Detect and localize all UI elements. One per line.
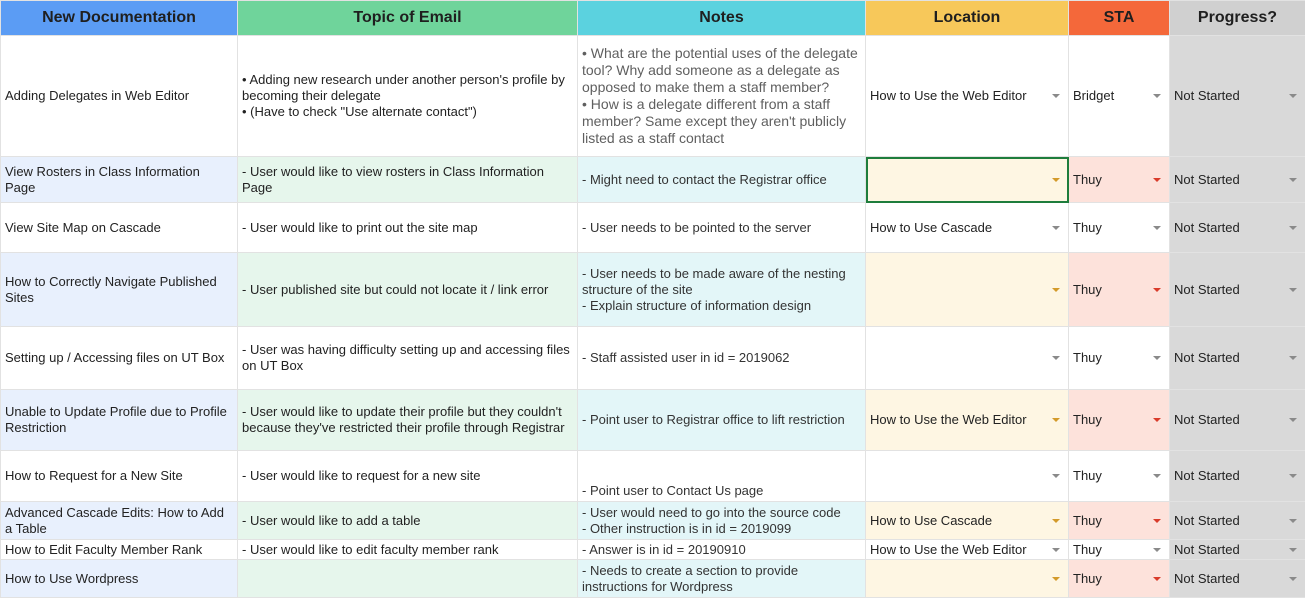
cell-topic[interactable]: • Adding new research under another person's profile by becoming their delegate • (Have to check "Use alternate contact") [238, 36, 578, 157]
location-value: How to Use Cascade [870, 512, 993, 528]
sta-value: Thuy [1073, 350, 1102, 365]
chevron-down-icon [1289, 94, 1297, 98]
chevron-down-icon [1052, 178, 1060, 182]
table-row [1, 157, 1305, 203]
cell-new-documentation[interactable]: Unable to Update Profile due to Profile Restriction [1, 390, 238, 451]
chevron-down-icon [1153, 94, 1161, 98]
header-new-documentation[interactable]: New Documentation [1, 1, 238, 36]
chevron-down-icon [1289, 548, 1297, 552]
cell-topic[interactable]: - User would like to print out the site map [238, 203, 578, 253]
cell-new-documentation[interactable]: Setting up / Accessing files on UT Box [1, 327, 238, 390]
chevron-down-icon [1153, 577, 1161, 581]
chevron-down-icon [1052, 474, 1060, 478]
table-row [1, 540, 1305, 560]
chevron-down-icon [1289, 519, 1297, 523]
cell-notes[interactable]: - Staff assisted user in id = 2019062 [578, 327, 866, 390]
chevron-down-icon [1052, 418, 1060, 422]
cell-new-documentation[interactable]: How to Request for a New Site [1, 451, 238, 502]
location-dropdown[interactable] [866, 390, 1069, 451]
location-dropdown[interactable] [866, 327, 1069, 390]
location-dropdown[interactable] [866, 253, 1069, 327]
cell-notes[interactable]: - Point user to Registrar office to lift restriction [578, 390, 866, 451]
progress-dropdown[interactable] [1170, 203, 1305, 253]
sta-dropdown[interactable] [1069, 327, 1170, 390]
cell-topic[interactable]: - User would like to edit faculty member rank [238, 540, 578, 560]
cell-notes[interactable]: - User needs to be pointed to the server [578, 203, 866, 253]
sta-dropdown[interactable] [1069, 451, 1170, 502]
chevron-down-icon [1153, 474, 1161, 478]
chevron-down-icon [1289, 418, 1297, 422]
chevron-down-icon [1052, 548, 1060, 552]
location-value: How to Use the Web Editor [870, 88, 1027, 103]
chevron-down-icon [1289, 356, 1297, 360]
chevron-down-icon [1052, 577, 1060, 581]
sta-dropdown[interactable] [1069, 157, 1170, 203]
progress-dropdown[interactable] [1170, 502, 1305, 540]
sta-dropdown[interactable] [1069, 390, 1170, 451]
progress-value: Not Started [1174, 171, 1240, 187]
cell-notes[interactable]: - Point user to Contact Us page [578, 451, 866, 502]
table-row [1, 451, 1305, 502]
chevron-down-icon [1153, 548, 1161, 552]
progress-dropdown[interactable] [1170, 36, 1305, 157]
progress-dropdown[interactable] [1170, 540, 1305, 560]
cell-topic[interactable]: - User would like to request for a new site [238, 451, 578, 502]
cell-notes[interactable]: • What are the potential uses of the delegate tool? Why add someone as a delegate as opposed to make them a staff member? • How is a delegate different from a staff member? Same except they aren't publicly listed as a staff contact [578, 36, 866, 157]
header-row [1, 1, 1305, 36]
sta-dropdown[interactable] [1069, 203, 1170, 253]
table-row [1, 560, 1305, 598]
table-row [1, 36, 1305, 157]
sta-value: Thuy [1073, 570, 1102, 586]
table-row [1, 502, 1305, 540]
progress-value: Not Started [1174, 468, 1240, 483]
cell-topic[interactable]: - User would like to update their profile but they couldn't because they've restricted their profile through Registrar [238, 390, 578, 451]
location-dropdown[interactable] [866, 36, 1069, 157]
sta-value: Thuy [1073, 541, 1102, 557]
progress-value: Not Started [1174, 512, 1240, 528]
cell-topic[interactable]: - User would like to view rosters in Class Information Page [238, 157, 578, 203]
chevron-down-icon [1153, 226, 1161, 230]
chevron-down-icon [1289, 474, 1297, 478]
cell-new-documentation[interactable]: How to Correctly Navigate Published Sites [1, 253, 238, 327]
header-notes[interactable]: Notes [578, 1, 866, 36]
cell-topic[interactable]: - User would like to add a table [238, 502, 578, 540]
location-dropdown[interactable] [866, 502, 1069, 540]
progress-dropdown[interactable] [1170, 451, 1305, 502]
location-dropdown[interactable] [866, 451, 1069, 502]
progress-dropdown[interactable] [1170, 157, 1305, 203]
chevron-down-icon [1052, 94, 1060, 98]
sta-value: Thuy [1073, 512, 1102, 528]
sta-value: Thuy [1073, 468, 1102, 483]
chevron-down-icon [1153, 519, 1161, 523]
table-row [1, 327, 1305, 390]
progress-dropdown[interactable] [1170, 390, 1305, 451]
sta-dropdown[interactable] [1069, 560, 1170, 598]
cell-topic[interactable]: - User published site but could not locate it / link error [238, 253, 578, 327]
cell-notes[interactable]: - Answer is in id = 20190910 [578, 540, 866, 560]
cell-new-documentation[interactable]: How to Use Wordpress [1, 560, 238, 598]
chevron-down-icon [1289, 577, 1297, 581]
cell-new-documentation[interactable]: Adding Delegates in Web Editor [1, 36, 238, 157]
progress-value: Not Started [1174, 412, 1240, 427]
cell-new-documentation[interactable]: Advanced Cascade Edits: How to Add a Table [1, 502, 238, 540]
chevron-down-icon [1052, 519, 1060, 523]
header-sta[interactable]: STA [1069, 1, 1170, 36]
cell-notes[interactable]: - Might need to contact the Registrar office [578, 157, 866, 203]
chevron-down-icon [1052, 288, 1060, 292]
cell-notes[interactable]: - User would need to go into the source code - Other instruction is in id = 2019099 [578, 502, 866, 540]
chevron-down-icon [1153, 418, 1161, 422]
header-location[interactable]: Location [866, 1, 1069, 36]
header-progress[interactable]: Progress? [1170, 1, 1305, 36]
progress-dropdown[interactable] [1170, 327, 1305, 390]
chevron-down-icon [1289, 288, 1297, 292]
progress-dropdown[interactable] [1170, 253, 1305, 327]
chevron-down-icon [1052, 356, 1060, 360]
chevron-down-icon [1153, 288, 1161, 292]
sta-dropdown[interactable] [1069, 253, 1170, 327]
cell-topic[interactable] [238, 560, 578, 598]
chevron-down-icon [1289, 226, 1297, 230]
location-value: How to Use the Web Editor [870, 541, 1027, 557]
sta-dropdown[interactable] [1069, 502, 1170, 540]
chevron-down-icon [1289, 178, 1297, 182]
sta-value: Bridget [1073, 88, 1115, 103]
progress-value: Not Started [1174, 570, 1240, 586]
chevron-down-icon [1052, 226, 1060, 230]
chevron-down-icon [1153, 178, 1161, 182]
cell-topic[interactable]: - User was having difficulty setting up and accessing files on UT Box [238, 327, 578, 390]
location-dropdown[interactable] [866, 540, 1069, 560]
location-dropdown[interactable] [866, 203, 1069, 253]
cell-notes[interactable]: - User needs to be made aware of the nesting structure of the site - Explain structure of information design [578, 253, 866, 327]
chevron-down-icon [1153, 356, 1161, 360]
progress-dropdown[interactable] [1170, 560, 1305, 598]
sta-value: Thuy [1073, 281, 1102, 297]
progress-value: Not Started [1174, 219, 1240, 235]
progress-value: Not Started [1174, 541, 1240, 557]
cell-new-documentation[interactable]: View Rosters in Class Information Page [1, 157, 238, 203]
sta-dropdown[interactable] [1069, 36, 1170, 157]
table-row [1, 203, 1305, 253]
sta-value: Thuy [1073, 171, 1102, 187]
progress-value: Not Started [1174, 281, 1240, 297]
location-value: How to Use Cascade [870, 219, 993, 235]
table-row [1, 390, 1305, 451]
sta-dropdown[interactable] [1069, 540, 1170, 560]
cell-notes[interactable]: - Needs to create a section to provide instructions for Wordpress [578, 560, 866, 598]
progress-value: Not Started [1174, 88, 1240, 103]
header-topic-of-email[interactable]: Topic of Email [238, 1, 578, 36]
cell-new-documentation[interactable]: View Site Map on Cascade [1, 203, 238, 253]
sta-value: Thuy [1073, 219, 1102, 235]
table-row [1, 253, 1305, 327]
location-value: How to Use the Web Editor [870, 412, 1027, 427]
location-dropdown[interactable] [866, 560, 1069, 598]
sta-value: Thuy [1073, 412, 1102, 427]
location-dropdown[interactable] [866, 157, 1069, 203]
cell-new-documentation[interactable]: How to Edit Faculty Member Rank [1, 540, 238, 560]
progress-value: Not Started [1174, 350, 1240, 365]
